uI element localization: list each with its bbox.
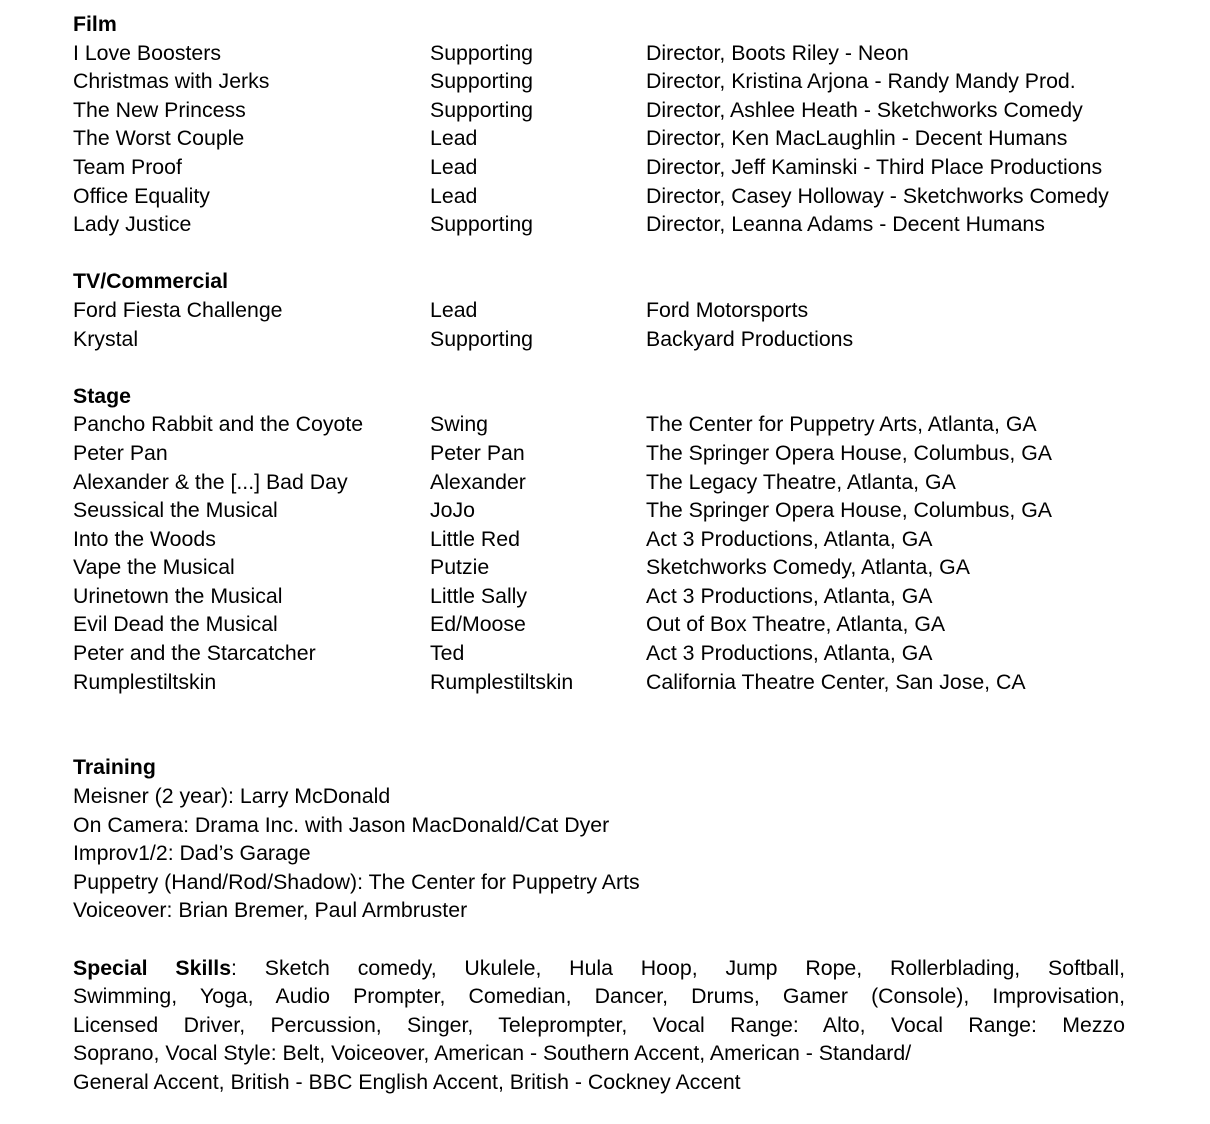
production-title: Ford Fiesta Challenge bbox=[73, 297, 283, 322]
credit-row bbox=[73, 67, 1210, 96]
training-line: Meisner (2 year): Larry McDonald bbox=[73, 784, 391, 809]
role: Alexander bbox=[430, 469, 526, 494]
credit: Director, Jeff Kaminski - Third Place Productions bbox=[646, 154, 1103, 179]
credit-row bbox=[73, 153, 1210, 182]
role: JoJo bbox=[430, 498, 475, 523]
credit-row bbox=[73, 182, 1210, 211]
skills-line bbox=[73, 954, 1125, 983]
credit-row bbox=[73, 410, 1210, 439]
production-title: I Love Boosters bbox=[73, 40, 221, 65]
credit: Director, Boots Riley - Neon bbox=[646, 40, 909, 65]
credit-row bbox=[73, 525, 1210, 554]
skills-label: Special Skills bbox=[73, 955, 232, 980]
section-stage bbox=[73, 382, 1210, 697]
credit: Director, Casey Holloway - Sketchworks Comedy bbox=[646, 183, 1109, 208]
role: Lead bbox=[430, 126, 478, 151]
production-title: Alexander & the [...] Bad Day bbox=[73, 469, 348, 494]
training-line: Voiceover: Brian Bremer, Paul Armbruster bbox=[73, 898, 468, 923]
training-line: On Camera: Drama Inc. with Jason MacDonald/Cat Dyer bbox=[73, 812, 610, 837]
credit: Sketchworks Comedy, Atlanta, GA bbox=[646, 555, 970, 580]
production-title: Peter and the Starcatcher bbox=[73, 641, 316, 666]
credit-row bbox=[73, 468, 1210, 497]
production-title: Krystal bbox=[73, 326, 139, 351]
production-title: The New Princess bbox=[73, 97, 246, 122]
tv-heading: TV/Commercial bbox=[73, 269, 229, 294]
credit: Director, Ken MacLaughlin - Decent Humans bbox=[646, 126, 1068, 151]
credit-row bbox=[73, 668, 1210, 697]
production-title: Team Proof bbox=[73, 154, 182, 179]
credit: The Springer Opera House, Columbus, GA bbox=[646, 440, 1053, 465]
production-title: The Worst Couple bbox=[73, 126, 245, 151]
training-heading: Training bbox=[73, 755, 156, 780]
credit: Act 3 Productions, Atlanta, GA bbox=[646, 641, 933, 666]
credit-row bbox=[73, 639, 1210, 668]
skills-text: : Sketch comedy, Ukulele, Hula Hoop, Jump Rope, Rollerblading, Softball, bbox=[231, 955, 1125, 980]
role: Putzie bbox=[430, 555, 490, 580]
role: Lead bbox=[430, 154, 478, 179]
credit: Director, Kristina Arjona - Randy Mandy Prod. bbox=[646, 69, 1076, 94]
production-title: Vape the Musical bbox=[73, 555, 235, 580]
production-title: Pancho Rabbit and the Coyote bbox=[73, 412, 364, 437]
skills-line: Soprano, Vocal Style: Belt, Voiceover, American - Southern Accent, American - Standard/ bbox=[73, 1041, 912, 1066]
role: Little Red bbox=[430, 526, 520, 551]
role: Lead bbox=[430, 183, 478, 208]
skills-line: General Accent, British - BBC English Accent, British - Cockney Accent bbox=[73, 1069, 741, 1094]
credit: Ford Motorsports bbox=[646, 297, 809, 322]
role: Little Sally bbox=[430, 583, 528, 608]
section-special-skills bbox=[73, 954, 1125, 1097]
credit-row bbox=[73, 296, 1210, 325]
credit-row bbox=[73, 553, 1210, 582]
production-title: Peter Pan bbox=[73, 440, 168, 465]
credit: The Center for Puppetry Arts, Atlanta, GA bbox=[646, 412, 1037, 437]
production-title: Urinetown the Musical bbox=[73, 583, 283, 608]
credit: The Springer Opera House, Columbus, GA bbox=[646, 498, 1053, 523]
section-film bbox=[73, 10, 1210, 239]
credit: Act 3 Productions, Atlanta, GA bbox=[646, 583, 933, 608]
role: Supporting bbox=[430, 69, 534, 94]
section-tv-commercial bbox=[73, 267, 1210, 353]
section-training bbox=[73, 753, 1210, 925]
skills-line: Swimming, Yoga, Audio Prompter, Comedian, Dancer, Drums, Gamer (Console), Improvisation, bbox=[73, 984, 1125, 1009]
production-title: Rumplestiltskin bbox=[73, 669, 217, 694]
credit: Out of Box Theatre, Atlanta, GA bbox=[646, 612, 946, 637]
credit-row bbox=[73, 210, 1210, 239]
production-title: Into the Woods bbox=[73, 526, 216, 551]
credit-row bbox=[73, 325, 1210, 354]
credit-row bbox=[73, 439, 1210, 468]
credit: Act 3 Productions, Atlanta, GA bbox=[646, 526, 933, 551]
production-title: Office Equality bbox=[73, 183, 210, 208]
training-line: Puppetry (Hand/Rod/Shadow): The Center for Puppetry Arts bbox=[73, 869, 640, 894]
production-title: Seussical the Musical bbox=[73, 498, 278, 523]
credit: The Legacy Theatre, Atlanta, GA bbox=[646, 469, 956, 494]
role: Rumplestiltskin bbox=[430, 669, 574, 694]
credit: Backyard Productions bbox=[646, 326, 854, 351]
production-title: Evil Dead the Musical bbox=[73, 612, 278, 637]
role: Ed/Moose bbox=[430, 612, 526, 637]
training-line: Improv1/2: Dad’s Garage bbox=[73, 841, 311, 866]
role: Supporting bbox=[430, 212, 534, 237]
role: Supporting bbox=[430, 40, 534, 65]
credit-row bbox=[73, 610, 1210, 639]
credit: Director, Leanna Adams - Decent Humans bbox=[646, 212, 1045, 237]
credit-row bbox=[73, 96, 1210, 125]
role: Peter Pan bbox=[430, 440, 525, 465]
role: Supporting bbox=[430, 326, 534, 351]
skills-line: Licensed Driver, Percussion, Singer, Teleprompter, Vocal Range: Alto, Vocal Range: Mezzo bbox=[73, 1012, 1125, 1037]
role: Lead bbox=[430, 297, 478, 322]
credit-row bbox=[73, 496, 1210, 525]
stage-heading: Stage bbox=[73, 383, 131, 408]
credit-row bbox=[73, 39, 1210, 68]
credit: California Theatre Center, San Jose, CA bbox=[646, 669, 1026, 694]
role: Supporting bbox=[430, 97, 534, 122]
production-title: Lady Justice bbox=[73, 212, 192, 237]
film-heading: Film bbox=[73, 12, 117, 36]
credit-row bbox=[73, 124, 1210, 153]
production-title: Christmas with Jerks bbox=[73, 69, 270, 94]
credit-row bbox=[73, 582, 1210, 611]
credit: Director, Ashlee Heath - Sketchworks Comedy bbox=[646, 97, 1083, 122]
role: Ted bbox=[430, 641, 465, 666]
role: Swing bbox=[430, 412, 489, 437]
